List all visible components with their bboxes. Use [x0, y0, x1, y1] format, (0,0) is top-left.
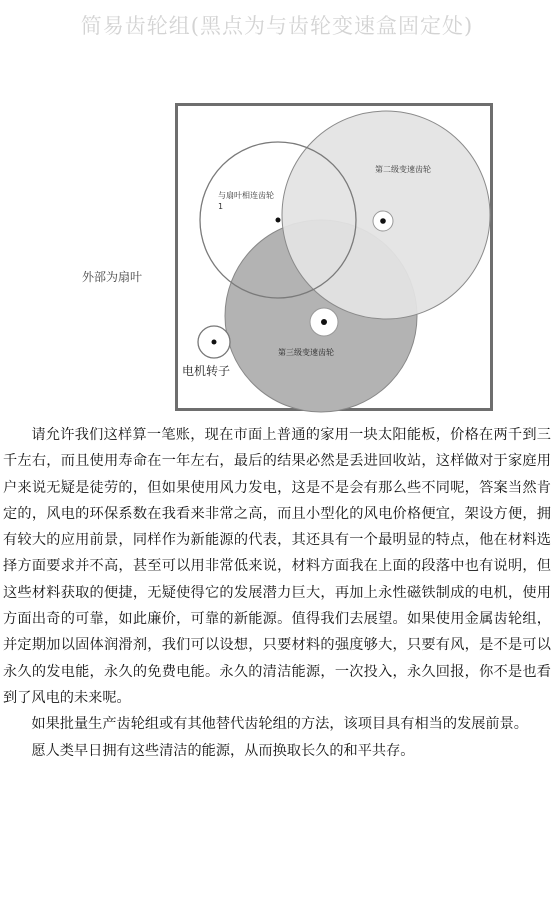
paragraph: 如果批量生产齿轮组或有其他替代齿轮组的方法，该项目具有相当的发展前景。 — [31, 716, 528, 733]
third-gear-label: 第三级变速齿轮 — [278, 348, 334, 357]
third-gear-fix-dot — [321, 319, 327, 325]
motor-fix-dot — [212, 340, 217, 345]
fan-gear-fix-dot — [276, 218, 281, 223]
outside-fan-label: 外部为扇叶 — [82, 270, 143, 284]
second-gear-fix-dot — [380, 218, 386, 224]
gear-diagram-graphic — [0, 0, 554, 420]
motor-rotor-label: 电机转子 — [182, 364, 231, 378]
paragraph: 请允许我们这样算一笔账，现在市面上普通的家用一块太阳能板，价格在两千到三千左右，而且使用寿命在一年左右，最后的结果必然是丢进回收站，这样做对于家庭用户来说无疑是徒劳的，但如果使用风力发电，这是不是会有那么些不同呢，答案当然肯定的，风电的环保系数在我看来非常之高，而且小型化的风电价格便宜，架设方便，拥有较大的应用前景，同样作为新能源的代表，其还具有一个最明显的特点，他在材料选择方面要求并不高，甚至可以用非常低来说，材料方面我在上面的段落中也有说明，但这些材料获取的便捷，无疑使得它的发展潜力巨大，再加上永性磁铁制成的电机，使用方面出奇的可靠，如此廉价，可靠的新能源。值得我们去展望。如果使用金属齿轮组，并定期加以固体润滑剂，我们可以设想，只要材料的强度够大，只要有风，是不是可以永久的发电能，永久的免费电能。永久的清洁能源，一次投入，永久回报，你不是也看到了风电的未来呢。 — [3, 427, 551, 706]
page-title: 简易齿轮组(黑点为与齿轮变速盒固定处) — [80, 14, 474, 38]
fan-gear-label — [218, 190, 274, 212]
fan-gear-label-line2: 1 — [218, 202, 224, 211]
second-gear-label: 第二级变速齿轮 — [375, 165, 431, 174]
gear-diagram — [0, 0, 554, 420]
paragraph: 愿人类早日拥有这些清洁的能源，从而换取长久的和平共存。 — [31, 742, 415, 759]
fan-gear-label-line1: 与扇叶相连齿轮 — [218, 191, 274, 200]
article-body — [3, 422, 551, 764]
